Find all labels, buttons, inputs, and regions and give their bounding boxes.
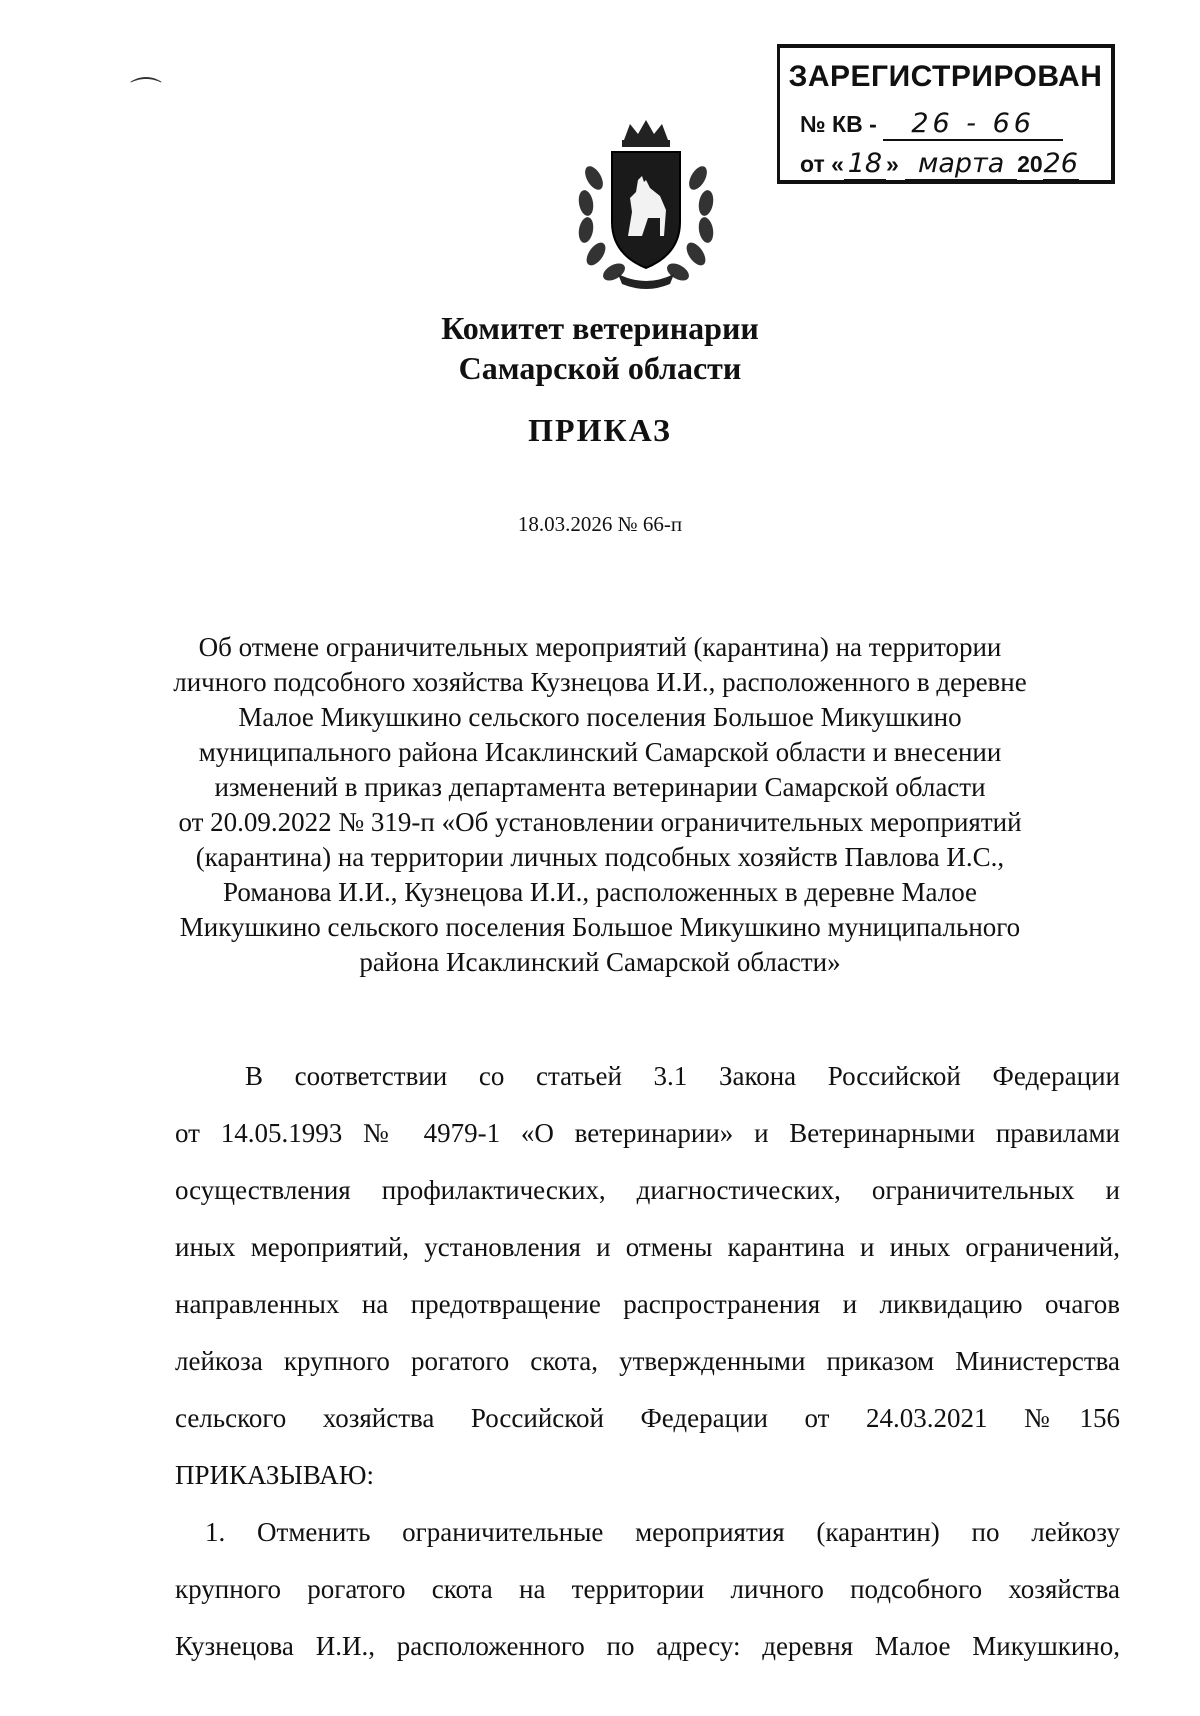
- stamp-number-prefix: № КВ -: [800, 111, 877, 137]
- stamp-number-row: [800, 108, 1063, 141]
- organization-name: [0, 308, 1200, 388]
- subject-line: Об отмене ограничительных мероприятий (карантина) на территории: [198, 632, 1002, 662]
- subject-line: Малое Микушкино сельского поселения Большое Микушкино: [238, 702, 962, 732]
- registration-stamp: [777, 44, 1115, 184]
- document-date-number: 18.03.2026 № 66-п: [517, 512, 683, 536]
- subject-line: Микушкино сельского поселения Большое Микушкино муниципального: [179, 912, 1021, 942]
- document-type: ПРИКАЗ: [528, 412, 672, 448]
- stamp-year-handwritten: 26: [1043, 148, 1078, 179]
- subject-line: (карантина) на территории личных подсобных хозяйств Павлова И.С.,: [195, 842, 1005, 872]
- stamp-title: ЗАРЕГИСТРИРОВАН: [788, 60, 1103, 93]
- preamble-line: сельского хозяйства Российской Федерации от 24.03.2021 №156: [175, 1403, 1120, 1433]
- item-1-paragraph: [175, 1504, 1120, 1675]
- organization-line-1: Комитет ветеринарии: [441, 310, 759, 346]
- preamble-paragraph: [175, 1048, 1120, 1504]
- subject-line: изменений в приказ департамента ветеринарии Самарской области: [214, 772, 986, 802]
- order-word: ПРИКАЗЫВАЮ:: [175, 1460, 374, 1490]
- subject-line: Романова И.И., Кузнецова И.И., расположенных в деревне Малое: [222, 877, 978, 907]
- stamp-year-prefix: 20: [1017, 151, 1043, 177]
- preamble-line: от 14.05.1993 № 4979-1 «О ветеринарии» и Ветеринарными правилами: [175, 1118, 1120, 1148]
- preamble-line: осуществления профилактических, диагностических, ограничительных и: [175, 1175, 1120, 1205]
- stamp-month-handwritten: марта: [905, 148, 1017, 181]
- tick-mark-icon: ⌒: [130, 74, 163, 112]
- organization-line-2: Самарской области: [458, 350, 742, 386]
- preamble-line: В соответствии со статьей 3.1 Закона Российской Федерации: [245, 1061, 1120, 1091]
- document-subject: [160, 630, 1040, 980]
- stamp-quote-close: »: [885, 151, 899, 177]
- item-1-line: крупного рогатого скота на территории личного подсобного хозяйства: [175, 1574, 1120, 1604]
- subject-line: муниципального района Исаклинский Самарской области и внесении: [198, 737, 1002, 767]
- subject-line: района Исаклинский Самарской области»: [359, 947, 841, 977]
- item-1-line: Кузнецова И.И., расположенного по адресу: деревня Малое Микушкино,: [175, 1631, 1120, 1661]
- preamble-line: лейкоза крупного рогатого скота, утвержденными приказом Министерства: [175, 1346, 1120, 1376]
- samara-coat-of-arms-icon: [572, 118, 720, 290]
- stamp-day-handwritten: 18: [844, 148, 886, 181]
- preamble-line: иных мероприятий, установления и отмены карантина и иных ограничений,: [175, 1232, 1120, 1262]
- subject-line: личного подсобного хозяйства Кузнецова И.И., расположенного в деревне: [173, 667, 1027, 697]
- preamble-line: направленных на предотвращение распространения и ликвидацию очагов: [175, 1289, 1120, 1319]
- stamp-number-handwritten: 26 - 66: [883, 108, 1063, 141]
- stamp-from-prefix: от «: [800, 151, 844, 177]
- item-1-line: 1. Отменить ограничительные мероприятия (карантин) по лейкозу: [205, 1517, 1120, 1547]
- subject-line: от 20.09.2022 № 319-п «Об установлении ограничительных мероприятий: [178, 807, 1022, 837]
- stamp-date-row: [800, 148, 1079, 181]
